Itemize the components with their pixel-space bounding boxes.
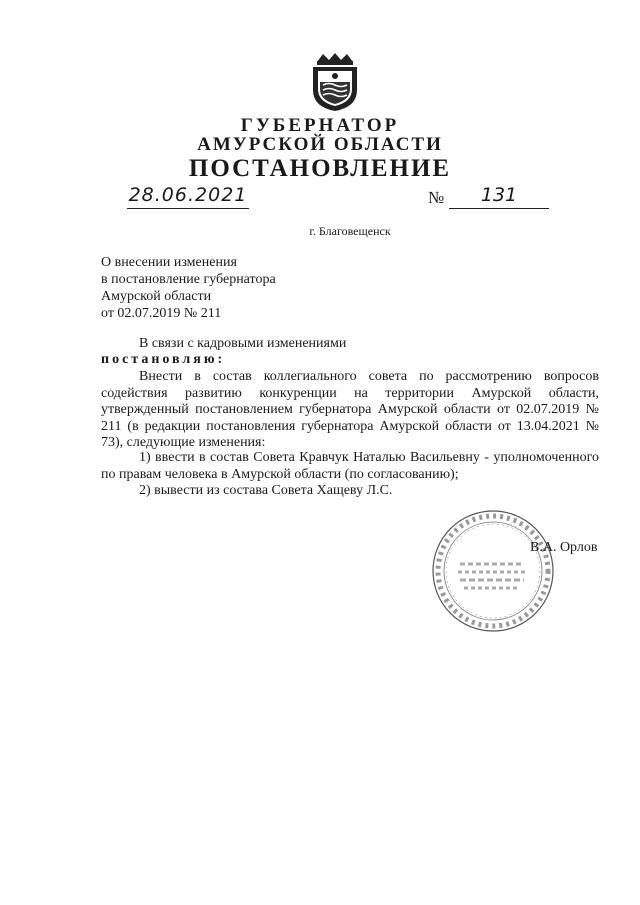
coat-of-arms-icon — [307, 52, 363, 112]
number-label: № — [428, 188, 445, 207]
official-seal-icon — [430, 508, 556, 634]
list-item: 1) ввести в состав Совета Кравчук Наталью Васильевну - уполномоченного по правам человека в Амурской области (по согласованию); — [101, 450, 599, 482]
signature-name: В.А. Орлов — [530, 540, 598, 555]
subject-line: Амурской области — [101, 289, 212, 304]
intro-text: В связи с кадровыми изменениями — [139, 336, 347, 351]
subject-line: от 02.07.2019 № 211 — [101, 306, 222, 321]
subject-line: в постановление губернатора — [101, 272, 276, 287]
region-title: АМУРСКОЙ ОБЛАСТИ — [197, 134, 443, 155]
city: г. Благовещенск — [309, 224, 391, 238]
document-date: 28.06.2021 — [127, 184, 249, 209]
governor-title: ГУБЕРНАТОР — [240, 115, 400, 136]
main-paragraph: Внести в состав коллегиального совета по рассмотрению вопросов содействия развитию конкуренции на территории Амурской области, утвержденный постановлением губернатора Амурской области от 02.07.2019 № 211 (в редакции постановления губернатора Амурской области от 13.04.2021 № 73), следующие изменения: — [101, 369, 599, 451]
decree-word: постановляю: — [101, 352, 226, 367]
subject-line: О внесении изменения — [101, 255, 237, 270]
document-type-title: ПОСТАНОВЛЕНИЕ — [188, 155, 452, 182]
list-item: 2) вывести из состава Совета Хащеву Л.С. — [139, 483, 393, 498]
document-number: 131 — [449, 184, 549, 209]
subject-block — [101, 254, 276, 322]
